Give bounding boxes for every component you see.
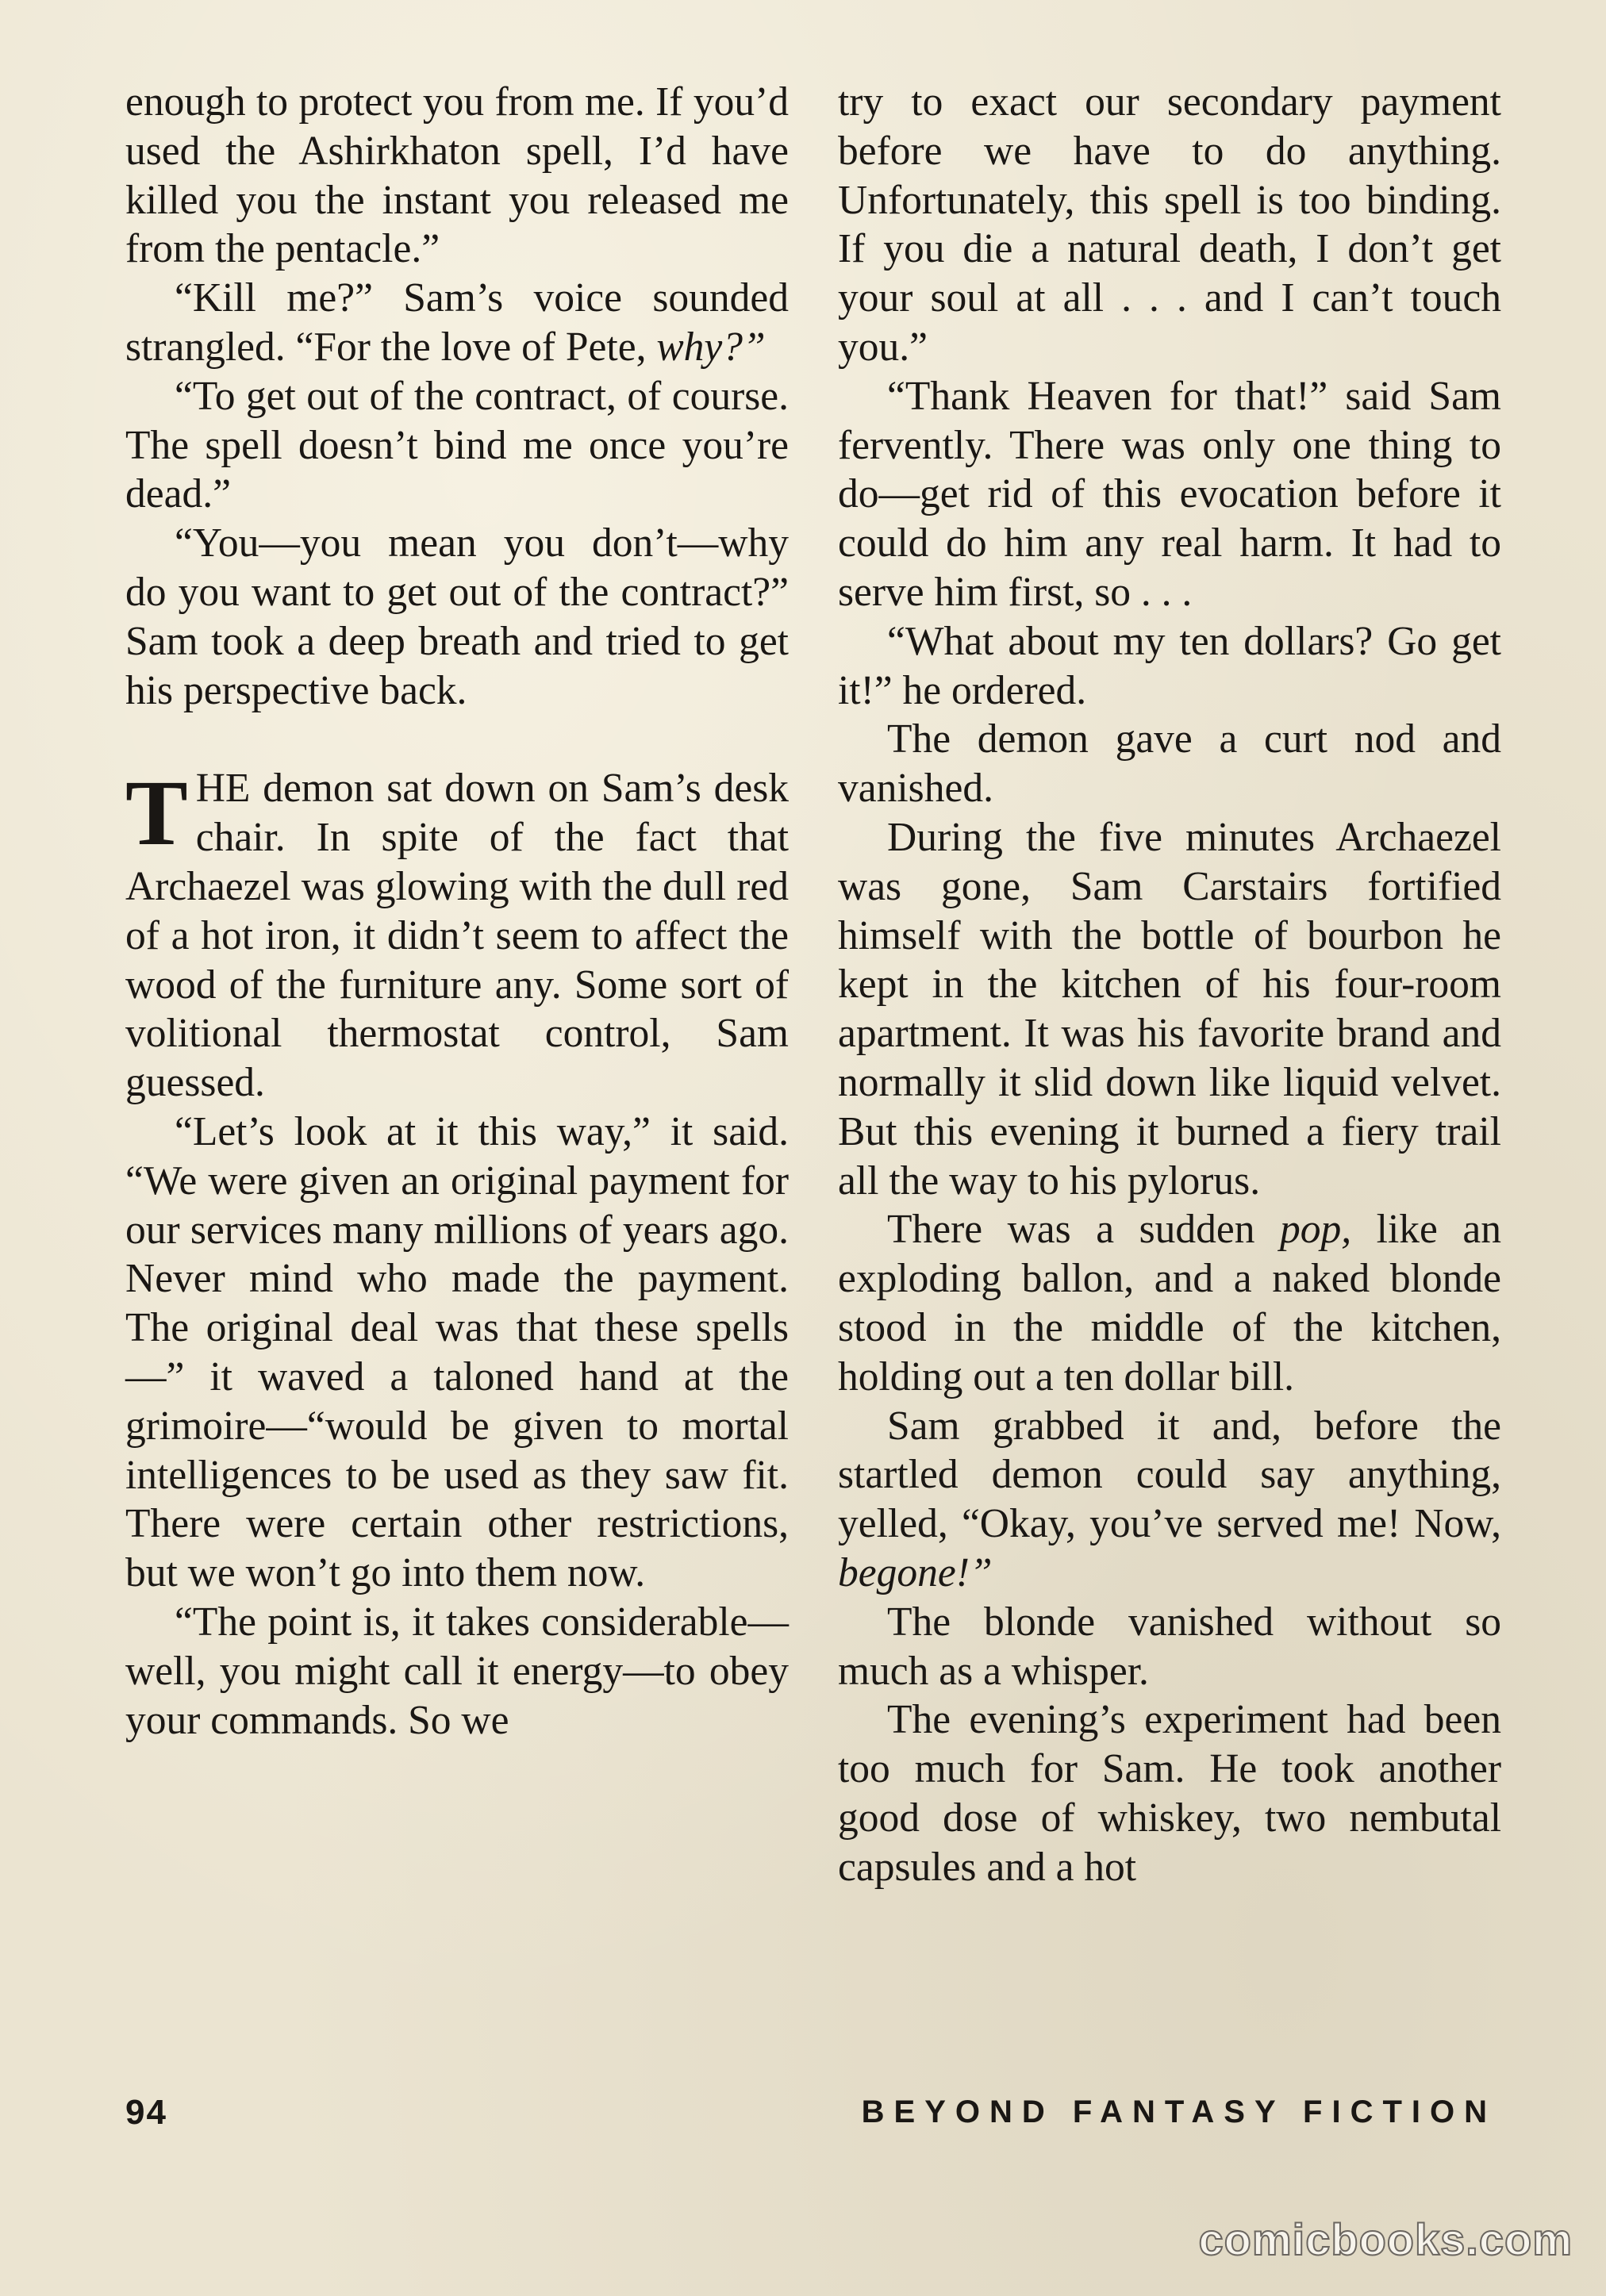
paragraph: The blonde vanished without so much as a whisper. xyxy=(838,1599,1501,1694)
paragraph: “You—you mean you don’t—why do you want to get out of the contract?” Sam took a deep breath and tried to get his perspective back. xyxy=(125,520,789,713)
running-head: BEYOND FANTASY FICTION xyxy=(861,2094,1496,2129)
drop-cap: T xyxy=(125,761,188,866)
paragraph: try to exact our secondary payment before we have to do anything. Unfortunately, this spell is too binding. If you die a natural death, I don’t get your soul at all . . . and I can’t touch you.” xyxy=(838,79,1501,370)
paragraph: During the five minutes Archaezel was gone, Sam Carstairs fortified himself with the bottle of bourbon he kept in the kitchen of his four-room apartment. It was his favorite brand and normally it slid down like liquid velvet. But this evening it burned a fiery trail all the way to his pylorus. xyxy=(838,814,1501,1204)
left-column xyxy=(125,78,789,1745)
right-column xyxy=(838,78,1501,1891)
watermark: comicbooks.com xyxy=(1198,2214,1573,2264)
paragraph: “To get out of the contract, of course. The spell doesn’t bind me once you’re dead.” xyxy=(125,373,789,517)
paragraph: “Thank Heaven for that!” said Sam fervently. There was only one thing to do—get rid of this evocation before it could do him any real harm. It had to serve him first, so . . . xyxy=(838,373,1501,615)
paragraph: “Let’s look at it this way,” it said. “We were given an original payment for our services many millions of years ago. Never mind who made the payment. The original deal was that these spells—” it waved a taloned hand at the grimoire—“would be given to mortal intelligences to be used as they saw fit. There were certain other restrictions, but we won’t go into them now. xyxy=(125,1108,789,1596)
paragraph: The evening’s experiment had been too much for Sam. He took another good dose of whiskey, two nembutal capsules and a hot xyxy=(838,1697,1501,1890)
page-footer xyxy=(125,2093,1496,2137)
paragraph: “What about my ten dollars? Go get it!” he ordered. xyxy=(838,618,1501,713)
paragraph: Sam grabbed it and, before the startled demon could say anything, yelled, “Okay, you’ve served me! Now, begone!” xyxy=(838,1403,1501,1595)
paragraph: enough to protect you from me. If you’d used the Ashirkhaton spell, I’d have killed you the instant you released me from the pentacle.” xyxy=(125,79,789,272)
section-opening-paragraph: THE demon sat down on Sam’s desk chair. In spite of the fact that Archaezel was glowing with the dull red of a hot iron, it didn’t seem to affect the wood of the furniture any. Some sort of volitional thermostat control, Sam guessed. xyxy=(125,761,789,1106)
page-number: 94 xyxy=(125,2093,167,2132)
paragraph: The demon gave a curt nod and vanished. xyxy=(838,716,1501,812)
paragraph: “The point is, it takes considerable—well, you might call it energy—to obey your commands. So we xyxy=(125,1599,789,1743)
paragraph: There was a sudden pop, like an exploding ballon, and a naked blonde stood in the middle of the kitchen, holding out a ten dollar bill. xyxy=(838,1207,1501,1399)
paragraph: “Kill me?” Sam’s voice sounded strangled. “For the love of Pete, why?” xyxy=(125,275,789,370)
